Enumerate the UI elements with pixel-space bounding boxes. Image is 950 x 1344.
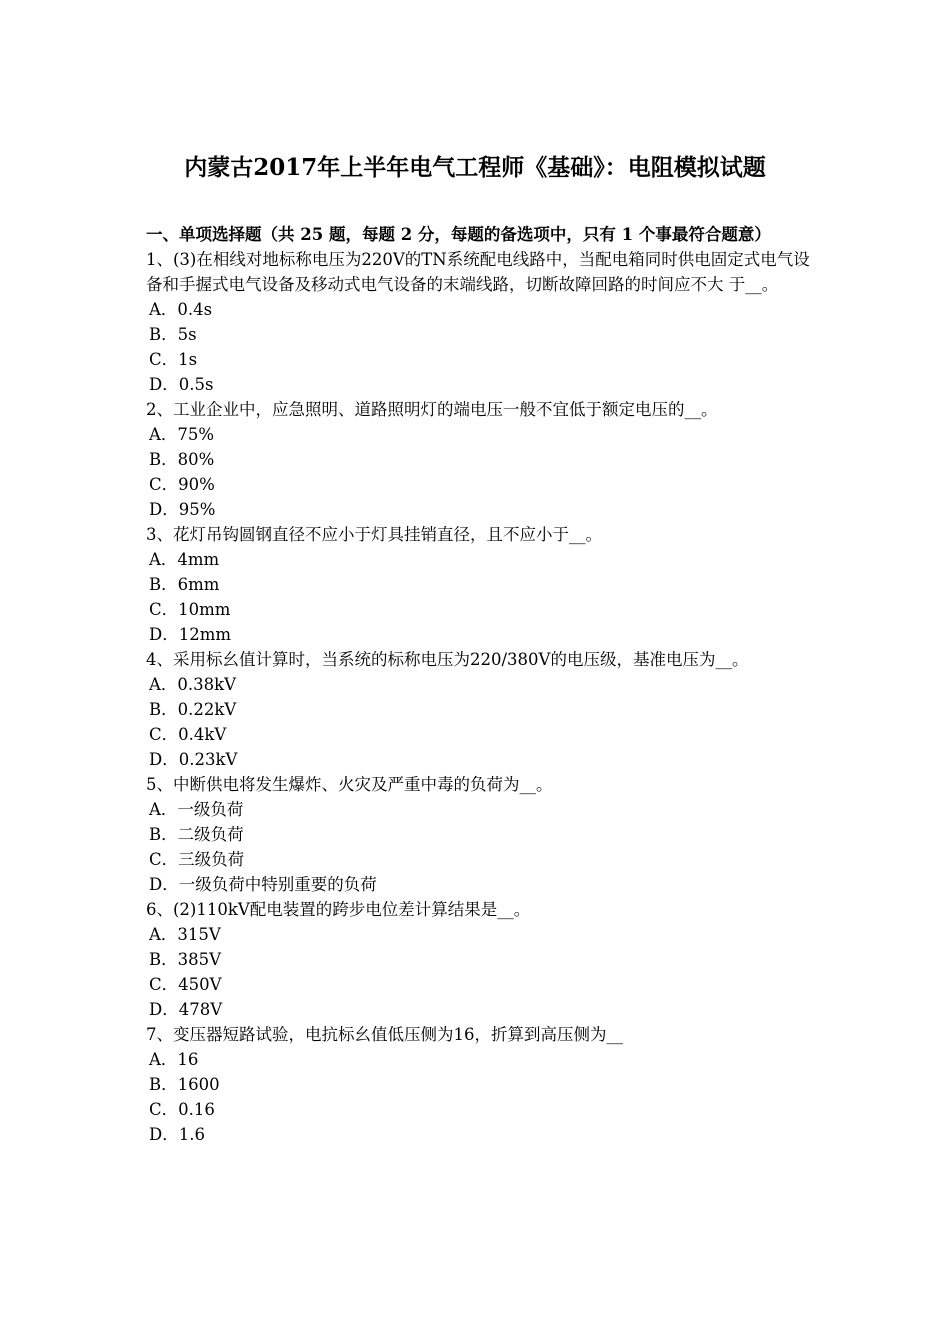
document-title: 内蒙古2017年上半年电气工程师《基础》：电阻模拟试题: [184, 154, 766, 181]
question-6: [146, 897, 811, 1022]
question-7: [146, 1022, 811, 1147]
option-b: B．80%: [149, 450, 215, 469]
question-stem: 7、变压器短路试验，电抗标幺值低压侧为16，折算到高压侧为__: [146, 1025, 623, 1044]
question-5: [146, 772, 811, 897]
option-a: A．75%: [149, 425, 215, 444]
option-d: D．一级负荷中特别重要的负荷: [149, 875, 377, 894]
option-b: B．5s: [149, 325, 197, 344]
option-c: C．10mm: [149, 600, 231, 619]
option-a: A．315V: [149, 925, 221, 944]
question-stem: 2、工业企业中，应急照明、道路照明灯的端电压一般不宜低于额定电压的__。: [146, 400, 718, 419]
option-c: C．450V: [149, 975, 222, 994]
option-a: A．一级负荷: [149, 800, 244, 819]
question-stem: 6、(2)110kV配电装置的跨步电位差计算结果是__。: [146, 900, 531, 919]
option-d: D．0.23kV: [149, 750, 238, 769]
question-2: [146, 397, 811, 522]
option-c: C．0.16: [149, 1100, 215, 1119]
option-b: B．0.22kV: [149, 700, 237, 719]
option-c: C．90%: [149, 475, 215, 494]
option-d: D．0.5s: [149, 375, 214, 394]
option-b: B．385V: [149, 950, 222, 969]
document-body: [146, 222, 811, 1147]
option-c: C．三级负荷: [149, 850, 245, 869]
option-d: D．95%: [149, 500, 216, 519]
question-1: [146, 247, 811, 397]
question-stem: 3、花灯吊钩圆钢直径不应小于灯具挂销直径，且不应小于__。: [146, 525, 602, 544]
option-d: D．478V: [149, 1000, 223, 1019]
question-4: [146, 647, 811, 772]
option-d: D．1.6: [149, 1125, 205, 1144]
option-a: A．0.4s: [149, 300, 213, 319]
option-c: C．1s: [149, 350, 198, 369]
question-stem: 5、中断供电将发生爆炸、火灾及严重中毒的负荷为__。: [146, 775, 553, 794]
option-a: A．4mm: [149, 550, 220, 569]
option-a: A．0.38kV: [149, 675, 237, 694]
option-b: B．二级负荷: [149, 825, 244, 844]
option-d: D．12mm: [149, 625, 232, 644]
option-a: A．16: [149, 1050, 199, 1069]
question-stem: 4、采用标幺值计算时，当系统的标称电压为220/380V的电压级，基准电压为__。: [146, 650, 749, 669]
question-stem: 1、(3)在相线对地标称电压为220V的TN系统配电线路中，当配电箱同时供电固定式电气设备和手握式电气设备及移动式电气设备的末端线路，切断故障回路的时间应不大 于__。: [146, 250, 810, 294]
option-b: B．6mm: [149, 575, 220, 594]
question-3: [146, 522, 811, 647]
option-b: B．1600: [149, 1075, 220, 1094]
section-heading: 一、单项选择题（共 25 题，每题 2 分，每题的备选项中，只有 1 个事最符合题意）: [146, 225, 771, 244]
option-c: C．0.4kV: [149, 725, 227, 744]
